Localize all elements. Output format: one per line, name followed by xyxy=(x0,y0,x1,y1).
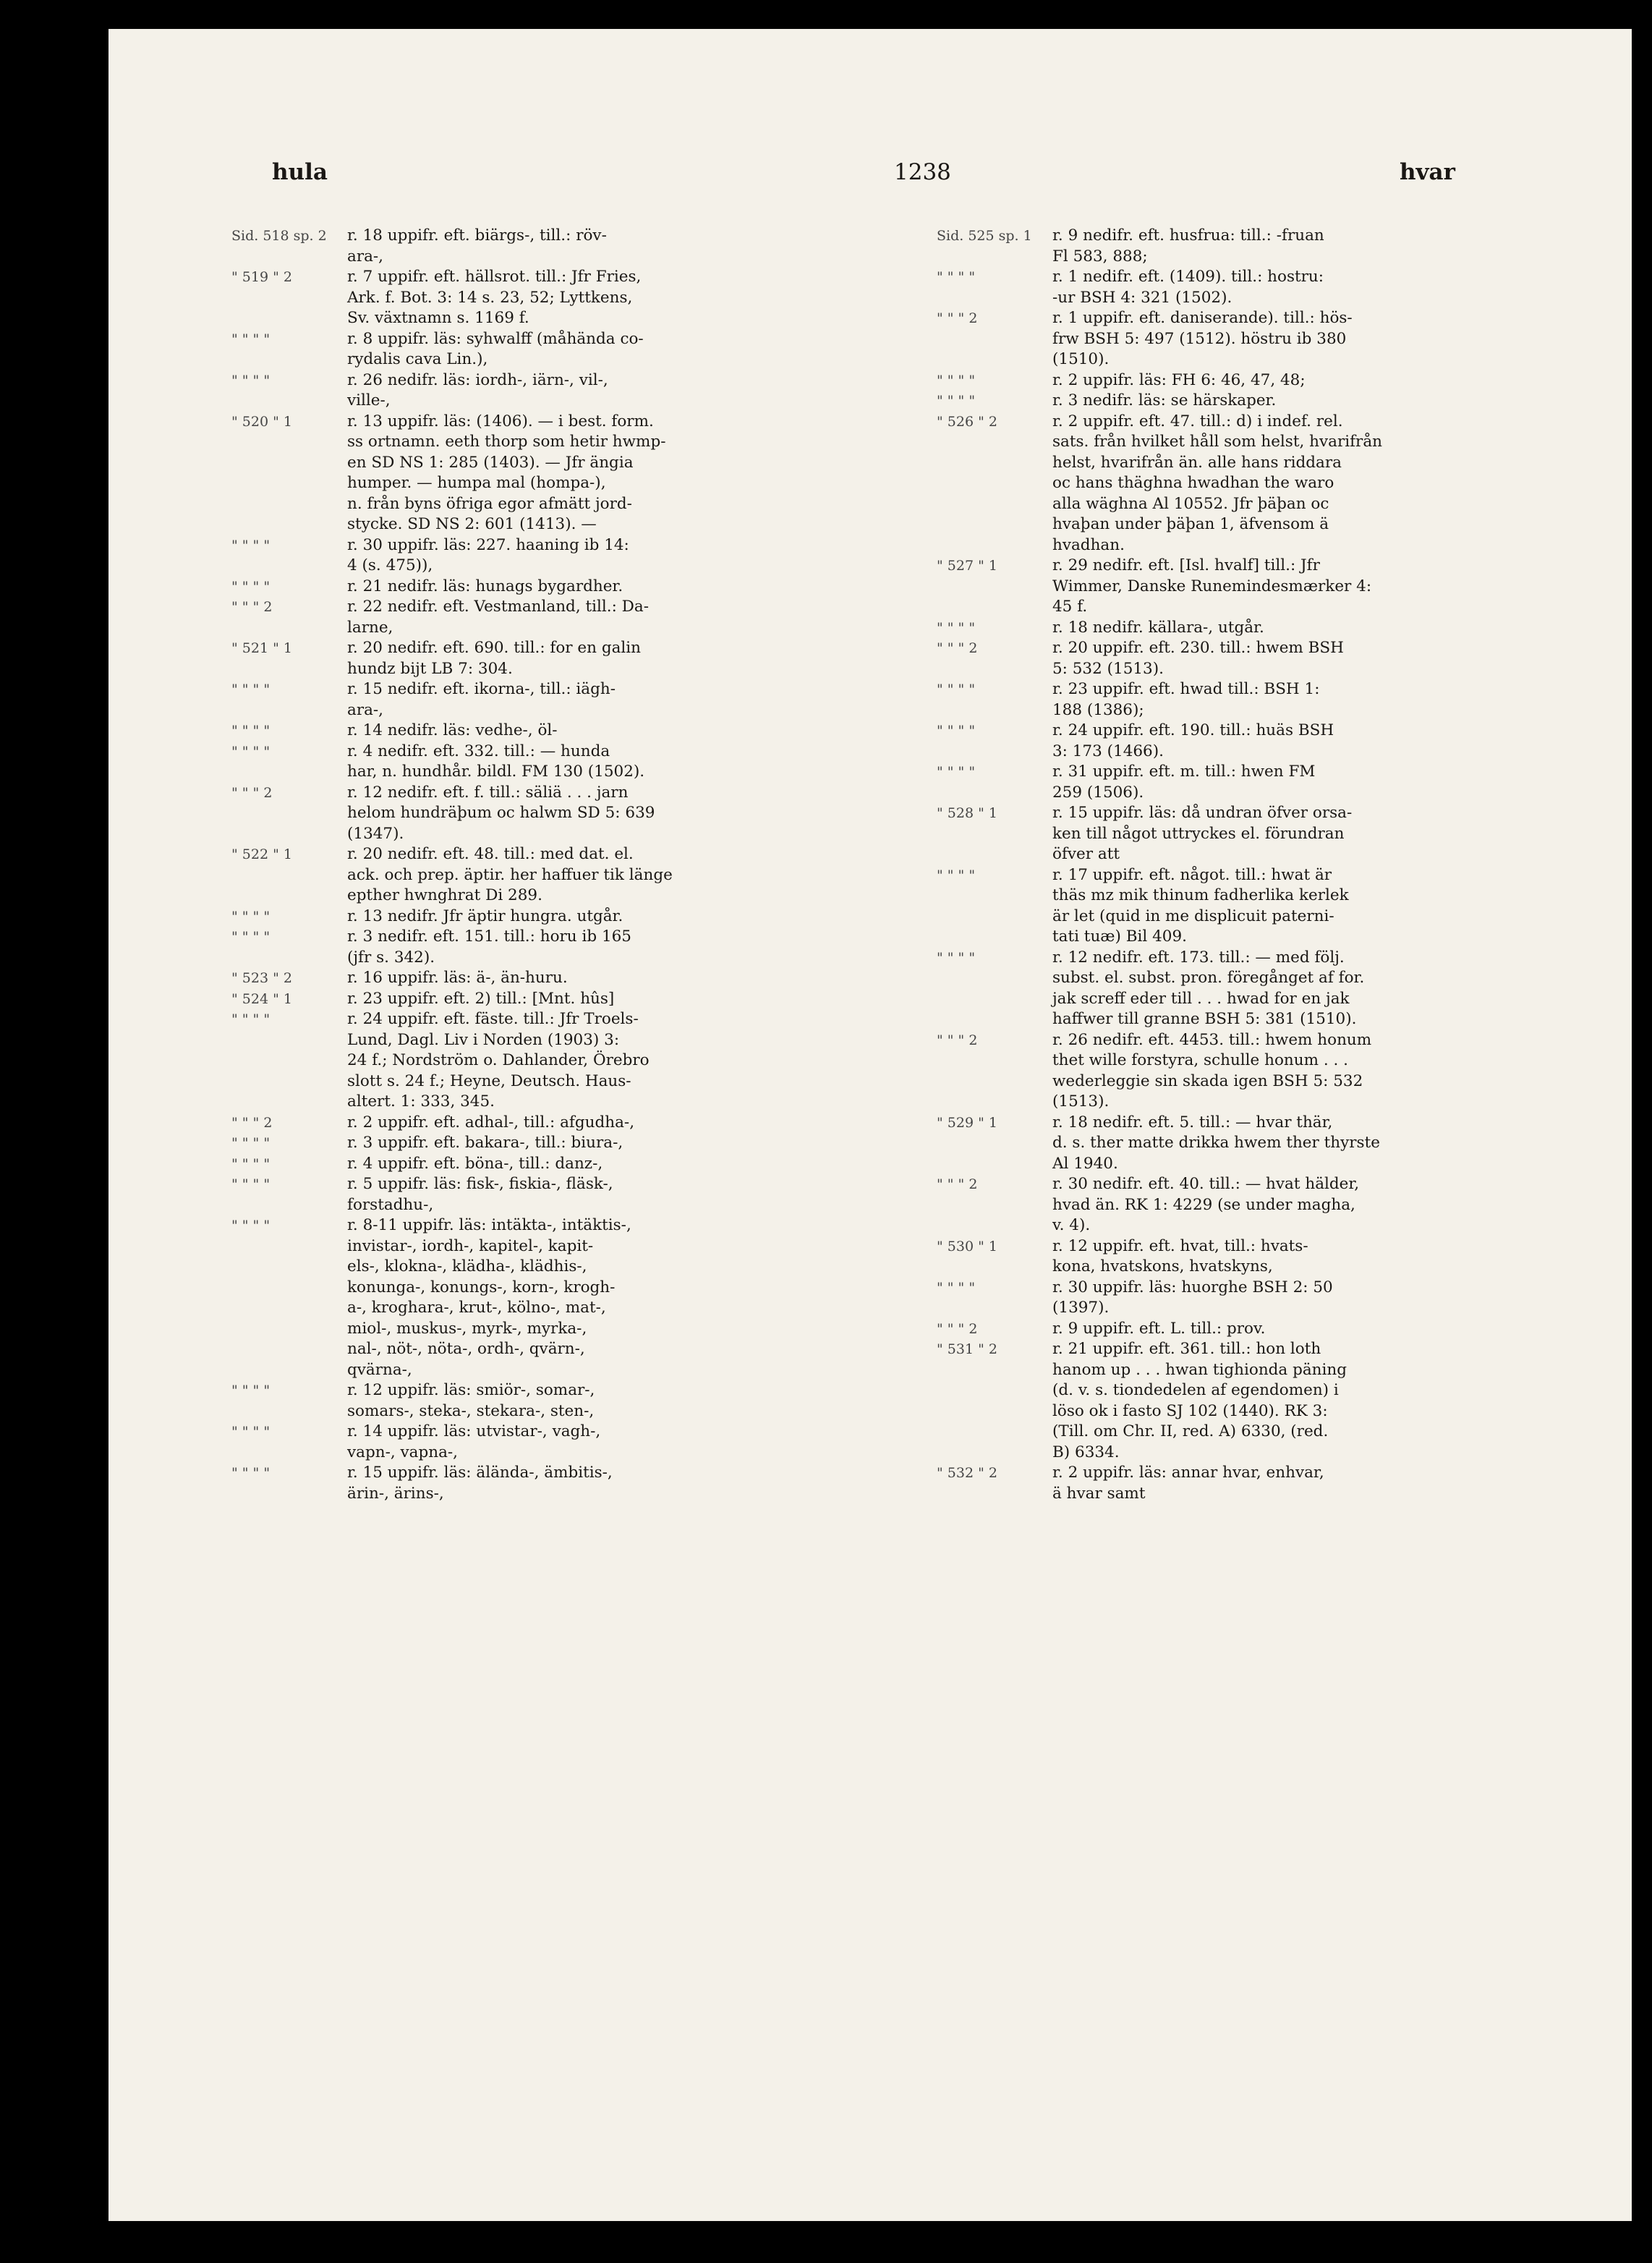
entry-text: r. 5 uppifr. läs: fisk-, fiskia-, fläsk-, forstadhu-, xyxy=(347,1175,613,1214)
correction-entry xyxy=(231,968,900,989)
correction-entry xyxy=(937,865,1605,948)
entry-text: r. 20 uppifr. eft. 230. till.: hwem BSH 5: 532 (1513). xyxy=(1052,639,1344,678)
entry-reference: " " " " xyxy=(231,1155,271,1172)
entry-text: r. 26 nedifr. eft. 4453. till.: hwem honum thet wille forstyra, schulle honum . . . wederleggie sin skada igen BSH 5: 532 (1513). xyxy=(1052,1030,1372,1111)
correction-entry xyxy=(231,907,900,927)
correction-entry xyxy=(937,1174,1605,1236)
correction-entry xyxy=(231,226,900,267)
entry-reference: " " " 2 xyxy=(937,1320,978,1337)
correction-entry xyxy=(937,370,1605,391)
entry-reference: " " " 2 xyxy=(231,1114,273,1131)
correction-entry xyxy=(231,679,900,721)
entry-reference: " " " 2 xyxy=(937,640,978,656)
entry-reference: " 531 " 2 xyxy=(937,1341,997,1357)
entry-text: r. 21 nedifr. läs: hunags bygardher. xyxy=(347,577,623,595)
entry-reference: " " " " xyxy=(231,723,271,739)
entry-text: r. 24 uppifr. eft. fäste. till.: Jfr Troels- Lund, Dagl. Liv i Norden (1903) 3: 24 f.; Nordström o. Dahlander, Örebro slott s. 24 f.; Heyne, Deutsch. Haus- altert. 1: 333, 345. xyxy=(347,1010,650,1111)
entry-reference: " " " " xyxy=(231,929,271,945)
entry-text: r. 17 uppifr. eft. något. till.: hwat är thäs mz mik thinum fadherlika kerlek är let (quid in me displicuit paterni- tati tuæ) Bil 409. xyxy=(1052,865,1349,946)
entry-text: r. 9 nedifr. eft. husfrua: till.: -fruan Fl 583, 888; xyxy=(1052,226,1324,266)
entry-reference: " " " " xyxy=(937,269,976,285)
left-column xyxy=(231,226,900,1504)
entry-reference: " " " " xyxy=(231,1218,271,1234)
correction-entry xyxy=(231,1133,900,1154)
correction-entry xyxy=(231,1009,900,1113)
correction-entry xyxy=(231,1463,900,1504)
entry-text: r. 20 nedifr. eft. 690. till.: for en galin hundz bijt LB 7: 304. xyxy=(347,639,642,678)
entry-reference: " 527 " 1 xyxy=(937,558,997,574)
entry-text: r. 15 uppifr. läs: älända-, ämbitis-, ärin-, ärins-, xyxy=(347,1464,613,1503)
entry-text: r. 26 nedifr. läs: iordh-, iärn-, vil-, ville-, xyxy=(347,370,608,409)
correction-entry xyxy=(937,638,1605,679)
correction-entry xyxy=(937,308,1605,370)
correction-entry xyxy=(937,618,1605,639)
running-head-right: hvar xyxy=(1400,159,1455,185)
entry-text: r. 1 nedifr. eft. (1409). till.: hostru: -ur BSH 4: 321 (1502). xyxy=(1052,268,1324,307)
entry-text: r. 18 nedifr. källara-, utgår. xyxy=(1052,618,1264,637)
entry-text: r. 13 uppifr. läs: (1406). — i best. form. ss ortnamn. eeth thorp som hetir hwmp- en SD NS 1: 285 (1403). — Jfr ängia humper. — humpa mal (hompa-), n. från byns öfriga egor afmätt jord- stycke. SD NS 2: 601 (1413). — xyxy=(347,412,666,533)
entry-reference: Sid. 525 sp. 1 xyxy=(937,228,1032,244)
entry-text: r. 12 nedifr. eft. 173. till.: — med följ. subst. el. subst. pron. föregånget af for. jak screff eder till . . . hwad for en jak haffwer till granne BSH 5: 381 (1510). xyxy=(1052,948,1365,1028)
entry-reference: " 529 " 1 xyxy=(937,1114,997,1131)
correction-entry xyxy=(937,391,1605,412)
entry-text: r. 30 nedifr. eft. 40. till.: — hvat hälder, hvad än. RK 1: 4229 (se under magha, v. 4). xyxy=(1052,1175,1360,1234)
entry-reference: " " " " xyxy=(231,331,271,347)
correction-entry xyxy=(231,1215,900,1380)
entry-text: r. 29 nedifr. eft. [Isl. hvalf] till.: Jfr Wimmer, Danske Runemindesmærker 4: 45 f. xyxy=(1052,556,1372,616)
correction-entry xyxy=(231,1174,900,1215)
entry-reference: " " " " xyxy=(937,723,976,739)
entry-reference: " " " 2 xyxy=(937,1032,978,1048)
entry-reference: " " " " xyxy=(937,619,976,636)
correction-entry xyxy=(937,721,1605,762)
entry-reference: " " " " xyxy=(937,949,976,966)
entry-reference: " 532 " 2 xyxy=(937,1465,997,1481)
entry-text: r. 2 uppifr. läs: annar hvar, enhvar, ä hvar samt xyxy=(1052,1464,1324,1503)
entry-reference: " " " " xyxy=(231,1383,271,1398)
entry-text: r. 21 uppifr. eft. 361. till.: hon loth hanom up . . . hwan tighionda päning (d. v. s. tiondedelen af egendomen) i löso ok i fasto SJ 102 (1440). RK 3: (Till. om Chr. II, red. A) 6330, (red. B) 6334. xyxy=(1052,1340,1347,1461)
entry-reference: " " " " xyxy=(231,908,271,925)
entry-reference: " " " " xyxy=(231,537,271,553)
correction-entry xyxy=(231,844,900,907)
entry-reference: " " " " xyxy=(231,743,271,760)
entry-reference: " " " " xyxy=(937,393,976,409)
entry-reference: " " " 2 xyxy=(937,310,978,326)
correction-entry xyxy=(231,1422,900,1463)
correction-entry xyxy=(231,1154,900,1175)
entry-reference: " " " " xyxy=(231,1465,271,1481)
entry-reference: " 526 " 2 xyxy=(937,413,997,430)
entry-text: r. 14 uppifr. läs: utvistar-, vagh-, vapn-, vapna-, xyxy=(347,1422,601,1461)
correction-entry xyxy=(231,783,900,845)
entry-text: r. 15 uppifr. läs: då undran öfver orsa- ken till något uttryckes el. förundran öfver att xyxy=(1052,804,1353,863)
running-head-left: hula xyxy=(272,159,328,185)
correction-entry xyxy=(231,721,900,742)
entry-text: r. 3 nedifr. läs: se härskaper. xyxy=(1052,391,1277,409)
entry-text: r. 13 nedifr. Jfr äptir hungra. utgår. xyxy=(347,907,623,925)
correction-entry xyxy=(937,1319,1605,1340)
correction-entry xyxy=(937,556,1605,618)
correction-entry xyxy=(231,329,900,370)
entry-reference: " 528 " 1 xyxy=(937,805,997,821)
correction-entry xyxy=(937,1113,1605,1175)
right-column xyxy=(937,226,1605,1504)
correction-entry xyxy=(231,267,900,329)
correction-entry xyxy=(937,803,1605,865)
entry-text: r. 22 nedifr. eft. Vestmanland, till.: Da- larne, xyxy=(347,598,649,637)
correction-entry xyxy=(231,597,900,638)
entry-reference: " " " " xyxy=(231,1011,271,1027)
entry-text: r. 23 uppifr. eft. 2) till.: [Mnt. hûs] xyxy=(347,989,615,1008)
entry-text: r. 1 uppifr. eft. daniserande). till.: hös- frw BSH 5: 497 (1512). höstru ib 380 (1510). xyxy=(1052,309,1353,368)
entry-reference: " " " " xyxy=(231,372,271,389)
entry-text: r. 8 uppifr. läs: syhwalff (måhända co- rydalis cava Lin.), xyxy=(347,329,644,368)
entry-text: r. 7 uppifr. eft. hällsrot. till.: Jfr Fries, Ark. f. Bot. 3: 14 s. 23, 52; Lyttkens, Sv. växtnamn s. 1169 f. xyxy=(347,268,642,327)
entry-text: r. 2 uppifr. läs: FH 6: 46, 47, 48; xyxy=(1052,370,1306,389)
correction-entry xyxy=(937,948,1605,1030)
correction-entry xyxy=(937,267,1605,308)
entry-text: r. 12 uppifr. läs: smiör-, somar-, somars-, steka-, stekara-, sten-, xyxy=(347,1381,595,1420)
entry-text: r. 15 nedifr. eft. ikorna-, till.: iägh- ara-, xyxy=(347,680,616,719)
entry-reference: " " " " xyxy=(231,578,271,595)
correction-entry xyxy=(937,1463,1605,1504)
entry-reference: " " " " xyxy=(937,764,976,780)
entry-reference: " " " " xyxy=(231,1176,271,1192)
entry-text: r. 20 nedifr. eft. 48. till.: med dat. el. ack. och prep. äptir. her haffuer tik länge epther hwnghrat Di 289. xyxy=(347,845,673,904)
correction-entry xyxy=(231,742,900,783)
entry-text: r. 2 uppifr. eft. adhal-, till.: afgudha-, xyxy=(347,1113,635,1132)
correction-entry xyxy=(231,1113,900,1134)
entry-text: r. 9 uppifr. eft. L. till.: prov. xyxy=(1052,1319,1266,1338)
entry-text: r. 12 nedifr. eft. f. till.: säliä . . . jarn helom hundräþum oc halwm SD 5: 639 (1347). xyxy=(347,783,655,843)
correction-entry xyxy=(937,1278,1605,1319)
entry-reference: " " " 2 xyxy=(937,1176,978,1192)
entry-text: r. 12 uppifr. eft. hvat, till.: hvats- kona, hvatskons, hvatskyns, xyxy=(1052,1236,1308,1275)
entry-reference: " 522 " 1 xyxy=(231,846,292,862)
entry-text: r. 30 uppifr. läs: huorghe BSH 2: 50 (1397). xyxy=(1052,1278,1333,1317)
correction-entry xyxy=(937,679,1605,721)
entry-text: r. 4 nedifr. eft. 332. till.: — hunda har, n. hundhår. bildl. FM 130 (1502). xyxy=(347,742,645,781)
entry-text: r. 31 uppifr. eft. m. till.: hwen FM 259 (1506). xyxy=(1052,763,1316,802)
correction-entry xyxy=(231,412,900,535)
entry-text: r. 3 nedifr. eft. 151. till.: horu ib 165 (jfr s. 342). xyxy=(347,927,631,967)
entry-reference: Sid. 518 sp. 2 xyxy=(231,228,327,244)
entry-text: r. 23 uppifr. eft. hwad till.: BSH 1: 188 (1386); xyxy=(1052,680,1320,719)
entry-reference: " " " " xyxy=(231,1135,271,1151)
correction-entry xyxy=(937,226,1605,267)
entry-reference: " " " 2 xyxy=(231,599,273,615)
correction-entry xyxy=(231,370,900,412)
entry-reference: " 524 " 1 xyxy=(231,990,292,1007)
correction-entry xyxy=(231,927,900,968)
entry-text: r. 18 nedifr. eft. 5. till.: — hvar thär, d. s. ther matte drikka hwem ther thyrste Al 1940. xyxy=(1052,1113,1380,1173)
entry-reference: " " " " xyxy=(937,867,976,883)
entry-reference: " " " " xyxy=(231,682,271,697)
entry-reference: " 519 " 2 xyxy=(231,269,292,285)
entry-reference: " " " " xyxy=(937,1279,976,1296)
entry-reference: " " " " xyxy=(937,682,976,697)
entry-reference: " " " " xyxy=(937,372,976,389)
entry-text: r. 16 uppifr. läs: ä-, än-huru. xyxy=(347,969,568,987)
correction-entry xyxy=(231,577,900,598)
correction-entry xyxy=(937,1236,1605,1278)
entry-reference: " 523 " 2 xyxy=(231,970,292,986)
entry-text: r. 2 uppifr. eft. 47. till.: d) i indef. rel. sats. från hvilket håll som helst, hvarifrån helst, hvarifrån än. alle hans riddara oc hans thäghna hwadhan the waro alla wäghna Al 10552. Jfr þäþan oc hvaþan under þäþan 1, äfvensom ä hvadhan. xyxy=(1052,412,1383,554)
entry-text: r. 4 uppifr. eft. böna-, till.: danz-, xyxy=(347,1154,603,1173)
correction-entry xyxy=(231,1380,900,1422)
correction-entry xyxy=(937,1339,1605,1463)
entry-text: r. 18 uppifr. eft. biärgs-, till.: röv- ara-, xyxy=(347,226,607,266)
correction-entry xyxy=(937,1030,1605,1113)
correction-entry xyxy=(231,535,900,577)
correction-entry xyxy=(231,989,900,1010)
entry-text: r. 14 nedifr. läs: vedhe-, öl- xyxy=(347,721,558,739)
entry-reference: " 520 " 1 xyxy=(231,413,292,430)
correction-entry xyxy=(937,412,1605,556)
entry-reference: " 521 " 1 xyxy=(231,640,292,656)
entry-text: r. 3 uppifr. eft. bakara-, till.: biura-, xyxy=(347,1134,623,1152)
entry-reference: " " " " xyxy=(231,1424,271,1440)
entry-reference: " " " 2 xyxy=(231,784,273,801)
correction-entry xyxy=(231,638,900,679)
correction-entry xyxy=(937,762,1605,803)
entry-text: r. 30 uppifr. läs: 227. haaning ib 14: 4 (s. 475)), xyxy=(347,535,629,574)
page-number: 1238 xyxy=(894,159,951,185)
entry-text: r. 24 uppifr. eft. 190. till.: huäs BSH 3: 173 (1466). xyxy=(1052,721,1334,760)
entry-text: r. 8-11 uppifr. läs: intäkta-, intäktis-, invistar-, iordh-, kapitel-, kapit- els-, klokna-, klädha-, klädhis-, konunga-, konungs-, korn-, krogh- a-, kroghara-, krut-, kölno-, mat-, miol-, muskus-, myrk-, myrka-, nal-, nöt-, nöta-, ordh-, qvärn-, qvärna-, xyxy=(347,1216,631,1379)
entry-reference: " 530 " 1 xyxy=(937,1238,997,1254)
